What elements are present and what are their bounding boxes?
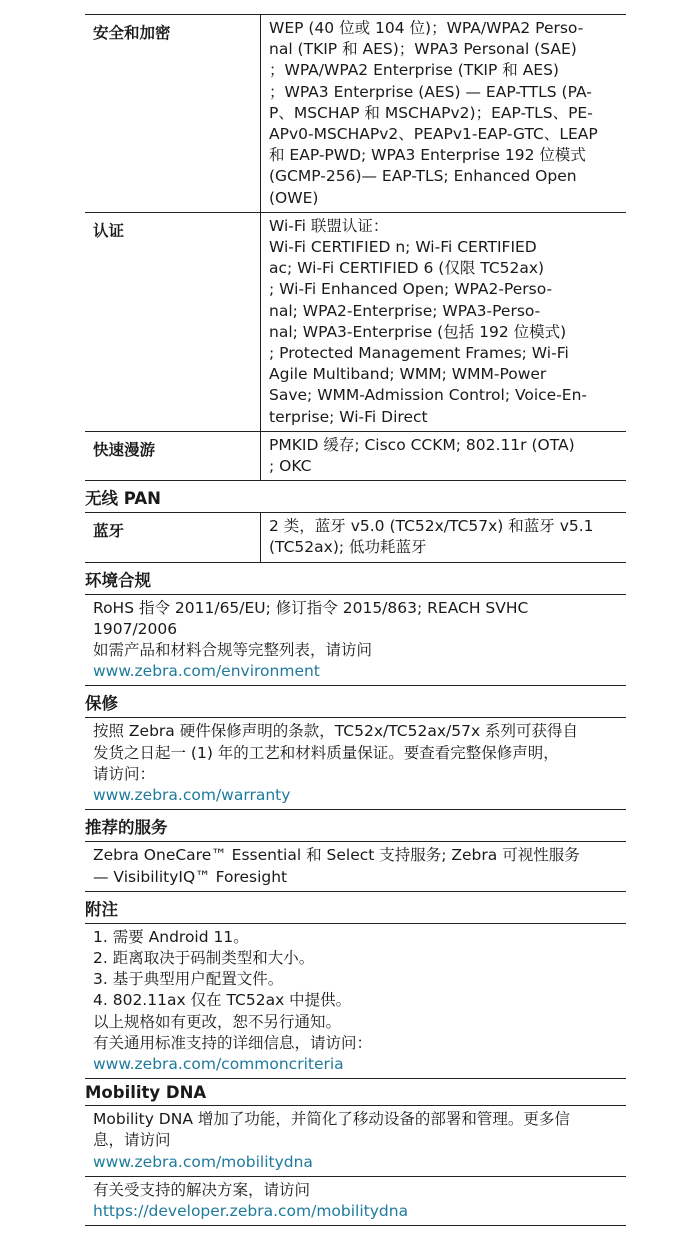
bluetooth-row: [85, 513, 626, 561]
warranty-heading: 保修: [85, 685, 626, 718]
fast-roam-row: [85, 431, 626, 480]
notes-body: [85, 924, 626, 1078]
developer-text: 有关受支持的解决方案，请访问: [93, 1180, 311, 1199]
developer-link[interactable]: https://developer.zebra.com/mobilitydna: [93, 1201, 409, 1220]
services-heading: 推荐的服务: [85, 809, 626, 842]
fast-roam-value: PMKID 缓存; Cisco CCKM; 802.11r (OTA) ; OKC: [269, 435, 575, 476]
wireless-pan-heading: 无线 PAN: [85, 480, 626, 513]
bluetooth-label: 蓝牙: [85, 513, 261, 561]
certification-value: Wi-Fi 联盟认证： Wi-Fi CERTIFIED n; Wi-Fi CERTIFIED ac; Wi-Fi CERTIFIED 6 (仅限 TC52ax) ; Wi-Fi Enhanced Open; WPA2-Perso- nal; WPA2-Enterprise; WPA3-Perso- nal; WPA3-Enterprise (包括 192 位模式) ; Protected Management Frames; Wi-Fi Agile Multiband; WMM; WMM-Power Save; WMM-Admission Control; Voice-En- terprise; Wi-Fi Direct: [269, 216, 588, 426]
environment-body: [85, 595, 626, 686]
services-body: [85, 842, 626, 890]
notes-text: 1. 需要 Android 11。 2. 距离取决于码制类型和大小。 3. 基于典型用户配置文件。 4. 802.11ax 仅在 TC52ax 中提供。 以上规格如有更改，恕不另行通知。 有关通用标准支持的详细信息，请访问：: [93, 927, 373, 1052]
certification-label: 认证: [85, 213, 261, 431]
security-label: 安全和加密: [85, 15, 261, 212]
security-row: [85, 14, 626, 212]
warranty-link[interactable]: www.zebra.com/warranty: [93, 786, 291, 805]
mobility-dna-link[interactable]: www.zebra.com/mobilitydna: [93, 1152, 313, 1171]
certification-row: [85, 212, 626, 431]
fast-roam-label: 快速漫游: [85, 432, 261, 480]
mobility-dna-body: [85, 1106, 626, 1176]
environment-text: RoHS 指令 2011/65/EU; 修订指令 2015/863; REACH SVHC 1907/2006 如需产品和材料合规等完整列表，请访问: [93, 598, 529, 660]
spec-sheet: [85, 14, 626, 1226]
mobility-dna-heading: Mobility DNA: [85, 1078, 626, 1106]
developer-body: [85, 1176, 626, 1226]
commoncriteria-link[interactable]: www.zebra.com/commoncriteria: [93, 1054, 344, 1073]
notes-heading: 附注: [85, 891, 626, 924]
bluetooth-value: 2 类，蓝牙 v5.0 (TC52x/TC57x) 和蓝牙 v5.1 (TC52ax); 低功耗蓝牙: [269, 517, 594, 557]
mobility-dna-text: Mobility DNA 增加了功能，并简化了移动设备的部署和管理。更多信 息，请访问: [93, 1110, 570, 1150]
security-value: WEP (40 位或 104 位)；WPA/WPA2 Perso- nal (TKIP 和 AES)；WPA3 Personal (SAE) ；WPA/WPA2 Enterprise (TKIP 和 AES) ；WPA3 Enterprise (AES) — EAP-TTLS (PA- P、MSCHAP 和 MSCHAPv2)；EAP-TLS、PE- APv0-MSCHAPv2、PEAPv1-EAP-GTC、LEAP 和 EAP-PWD; WPA3 Enterprise 192 位模式 (GCMP-256)— EAP-TLS; Enhanced Open (OWE): [269, 19, 598, 207]
environment-link[interactable]: www.zebra.com/environment: [93, 662, 320, 681]
environment-heading: 环境合规: [85, 562, 626, 595]
warranty-text: 按照 Zebra 硬件保修声明的条款，TC52x/TC52ax/57x 系列可获得自 发货之日起一 (1) 年的工艺和材料质量保证。要查看完整保修声明， 请访问：: [93, 722, 579, 783]
warranty-body: [85, 718, 626, 809]
services-text: Zebra OneCare™ Essential 和 Select 支持服务; Zebra 可视性服务 — VisibilityIQ™ Foresight: [93, 846, 580, 886]
